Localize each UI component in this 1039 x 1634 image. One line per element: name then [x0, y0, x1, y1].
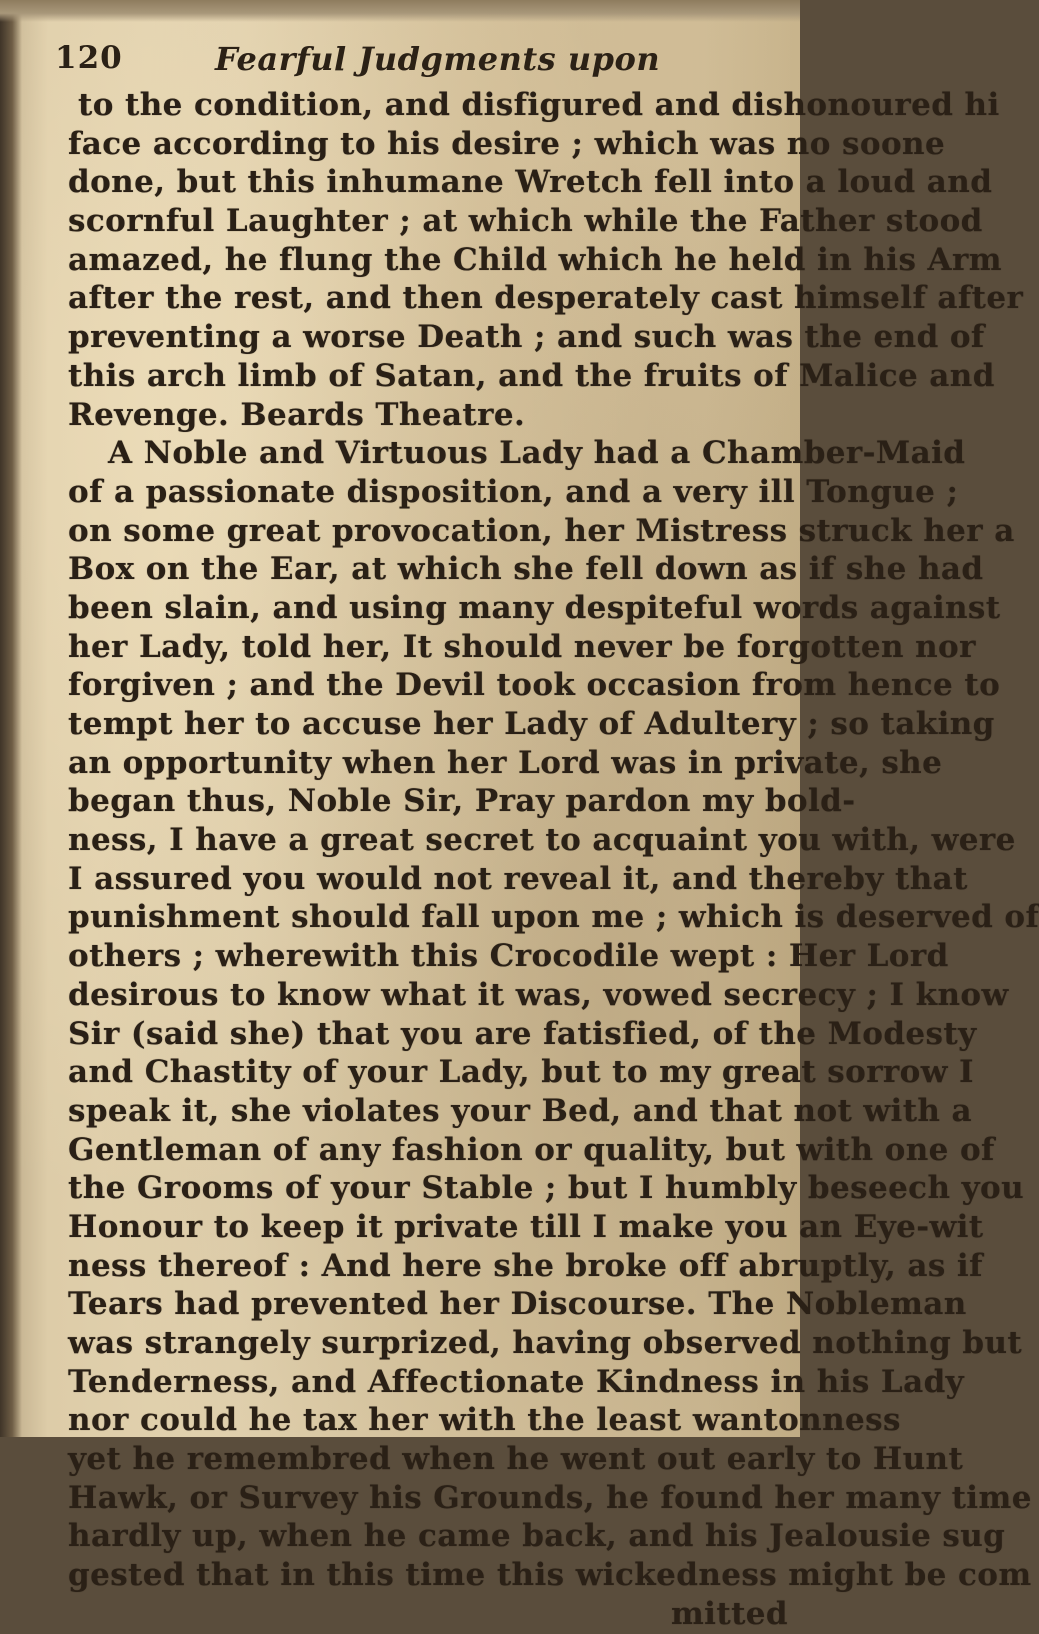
text-line: of a passionate disposition, and a very ill Tongue ; [68, 473, 959, 510]
text-line: Tenderness, and Affectionate Kindness in his Lady [68, 1363, 965, 1400]
page-header [55, 40, 755, 90]
text-line: her Lady, told her, It should never be forgotten nor [68, 628, 976, 665]
text-line: face according to his desire ; which was no soone [68, 125, 946, 162]
text-line: Box on the Ear, at which she fell down as if she had [68, 551, 984, 588]
text-line: done, but this inhumane Wretch fell into a loud and [68, 164, 993, 201]
text-line: desirous to know what it was, vowed secrecy ; I know [68, 976, 1009, 1013]
page-binding-edge [0, 0, 22, 1437]
text-line: Honour to keep it private till I make you an Eye-wit [68, 1208, 984, 1245]
text-line: amazed, he flung the Child which he held in his Arm [68, 241, 1002, 278]
text-line: Gentleman of any fashion or quality, but with one of [68, 1131, 995, 1168]
text-line: after the rest, and then desperately cast himself after [68, 280, 1024, 317]
text-line: and Chastity of your Lady, but to my great sorrow I [68, 1054, 974, 1091]
text-line: gested that in this time this wickedness might be com [68, 1557, 1032, 1594]
text-line: nor could he tax her with the least wantonness [68, 1402, 901, 1439]
text-line: been slain, and using many despiteful words against [68, 589, 1001, 626]
text-line: speak it, she violates your Bed, and that not with a [68, 1092, 973, 1129]
text-line: ness thereof : And here she broke off abruptly, as if [68, 1247, 983, 1284]
page-number: 120 [55, 40, 123, 76]
text-line: the Grooms of your Stable ; but I humbly beseech you [68, 1170, 1025, 1207]
text-line: A Noble and Virtuous Lady had a Chamber-Maid [108, 435, 966, 472]
text-line: Sir (said she) that you are fatisfied, of the Modesty [68, 1015, 977, 1052]
text-line: tempt her to accuse her Lady of Adultery ; so taking [68, 706, 995, 742]
text-line: hardly up, when he came back, and his Jealousie sug [68, 1518, 1006, 1555]
page-top-edge [0, 0, 800, 22]
text-line: forgiven ; and the Devil took occasion from hence to [68, 667, 1001, 704]
text-line: preventing a worse Death ; and such was the end of [68, 319, 985, 356]
running-head: Fearful Judgments upon [215, 40, 661, 78]
text-line: Tears had prevented her Discourse. The Nobleman [68, 1286, 967, 1323]
text-line: was strangely surprized, having observed nothing but [68, 1325, 1023, 1361]
text-line: punishment should fall upon me ; which is deserved of [68, 899, 1039, 936]
text-line: Revenge. Beards Theatre. [68, 396, 526, 433]
text-line: yet he remembred when he went out early to Hunt [68, 1441, 964, 1478]
text-line: to the condition, and disfigured and dishonoured hi [78, 87, 1000, 123]
text-line: Hawk, or Survey his Grounds, he found her many time [68, 1479, 1032, 1516]
body-text [68, 86, 1039, 1634]
text-line: on some great provocation, her Mistress struck her a [68, 512, 1015, 549]
text-line: I assured you would not reveal it, and thereby that [68, 860, 968, 897]
text-line: this arch limb of Satan, and the fruits of Malice and [68, 357, 995, 394]
text-line: began thus, Noble Sir, Pray pardon my bold- [68, 783, 856, 820]
text-line: ness, I have a great secret to acquaint you with, were [68, 822, 1016, 859]
text-line: scornful Laughter ; at which while the Father stood [68, 203, 983, 240]
text-line: mitted [670, 1595, 788, 1632]
text-line: others ; wherewith this Crocodile wept : Her Lord [68, 938, 949, 975]
text-line: an opportunity when her Lord was in private, she [68, 744, 943, 781]
